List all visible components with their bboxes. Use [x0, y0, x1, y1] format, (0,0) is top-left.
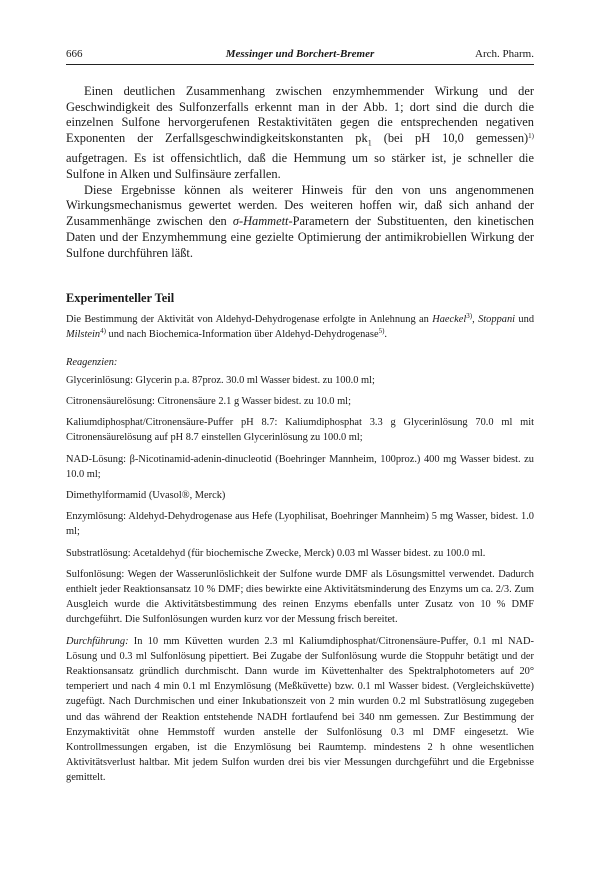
journal-name: Arch. Pharm.	[475, 48, 534, 60]
procedure-text: In 10 mm Küvetten wurden 2.3 ml Kaliumdiphosphat/Citronensäure-Puffer, 0.1 ml NAD-Lösung und 0.3 ml Sulfonlösung pipettiert. Bei Zugabe der Sulfonlösung wurde die Stoppuhr betätigt und der Reaktionsansatz gründlich durchmischt. Dann wurde im Küvettenhalter des Spektralphotometers auf 20° temperiert und nach 4 min 0.1 ml Enzymlösung (Meßküvette) bzw. 0.1 ml Wasser bidest. (Vergleichsküvette) zugefügt. Nach Durchmischen und einer Inkubationszeit von 2 min wurden 0.2 ml Substratlösung zugegeben und das während der Reaktion entstehende NADH fortlaufend bei 340 nm gemessen. Zur Bestimmung der Enzymaktivität ohne Hemmstoff wurden anstelle der Sulfonlösung 0.3 ml DMF eingesetzt. Wie Kontrollmessungen ergaben, ist die Enzymlösung bei Raumtemp. mindestens 2 h ohne wesentlichen Aktivitätsverlust haltbar. Mit jedem Sulfon wurden drei bis vier Messungen durchgeführt und die Ergebnisse gemittelt.	[66, 635, 534, 784]
reagents-heading: Reagenzien:	[66, 356, 118, 368]
running-header	[66, 47, 534, 63]
procedure-label: Durchführung:	[66, 635, 129, 647]
discussion-text	[66, 84, 534, 261]
reagent-item: Kaliumdiphosphat/Citronensäure-Puffer pH 8.7: Kaliumdiphosphat 3.3 g Glycerinlösung 70.0 ml mit Citronensäurelösung auf pH 8.7 einstellen Glycerinlösung zu 100.0 ml;	[66, 417, 534, 444]
running-authors: Messinger und Borchert-Bremer	[225, 48, 375, 60]
page-body	[66, 84, 534, 792]
reagent-item: Citronensäurelösung: Citronensäure 2.1 g Wasser bidest. zu 10.0 ml;	[66, 396, 351, 408]
reagent-item: NAD-Lösung: β-Nicotinamid-adenin-dinucleotid (Boehringer Mannheim, 100proz.) 400 mg Wasser bidest. zu 10.0 ml;	[66, 453, 534, 480]
reagent-item: Enzymlösung: Aldehyd-Dehydrogenase aus Hefe (Lyophilisat, Boehringer Mannheim) 5 mg Wasser, bidest. 1.0 ml;	[66, 511, 534, 538]
experimental-intro: Die Bestimmung der Aktivität von Aldehyd-Dehydrogenase erfolgte in Anlehnung an Haeckel$^{3)}$, Stoppani und Milstein$^{4)}$ und nach Biochemica-Information über Aldehyd-Dehydrogenase$^{5)}$.	[66, 312, 535, 341]
reagent-item: Dimethylformamid (Uvasol®, Merck)	[66, 490, 226, 502]
reagent-item: Substratlösung: Acetaldehyd (für biochemische Zwecke, Merck) 0.03 ml Wasser bidest. zu 100.0 ml.	[66, 547, 486, 559]
paragraph-1: Einen deutlichen Zusammenhang zwischen enzymhemmender Wirkung und der Geschwindigkeit des Sulfonzerfalls erkennt man in der Abb. 1; dort sind die durch die einzelnen Sulfone hervorgerufenen Restaktivitäten gegen die entsprechenden negativen Exponenten der Zerfallsgeschwindigkeitskonstanten $pk_1$ (bei pH 10,0 gemessen)$^{1)}$ aufgetragen. Es ist offensichtlich, daß die Hemmung um so stärker ist, je schneller die Sulfone in Alken und Sulfinsäure zerfallen.	[66, 84, 535, 181]
paragraph-2: Diese Ergebnisse können als weiterer Hinweis für den von uns angenommenen Wirkungsmechanismus gewertet werden. Des weiteren hoffen wir, daß sich anhand der Zusammenhänge zwischen den σ-Hammett-Parametern der Substituenten, den kinetischen Daten und der Enzymhemmung eine gezielte Optimierung der antimikrobiellen Wirkung der Sulfone durchführen läßt.	[66, 182, 534, 260]
page-number: 666	[66, 48, 83, 60]
reagent-item: Sulfonlösung: Wegen der Wasserunlöslichkeit der Sulfone wurde DMF als Lösungsmittel verwendet. Dadurch enthielt jeder Reaktionsansatz 10 % DMF; dies bewirkte eine Aktivitätsminderung des Enzyms um ca. 2/3. Zum Ausgleich wurde die Aktivitätsbestimmung des reinen Enzyms ebenfalls unter Zusatz von 10 % DMF durchgeführt. Die Sulfonlösungen wurden kurz vor der Messung frisch bereitet.	[66, 568, 534, 626]
procedure-paragraph	[66, 634, 534, 786]
header-rule	[66, 64, 534, 65]
reagent-item: Glycerinlösung: Glycerin p.a. 87proz. 30.0 ml Wasser bidest. zu 100.0 ml;	[66, 374, 375, 386]
section-title: Experimenteller Teil	[66, 291, 175, 306]
